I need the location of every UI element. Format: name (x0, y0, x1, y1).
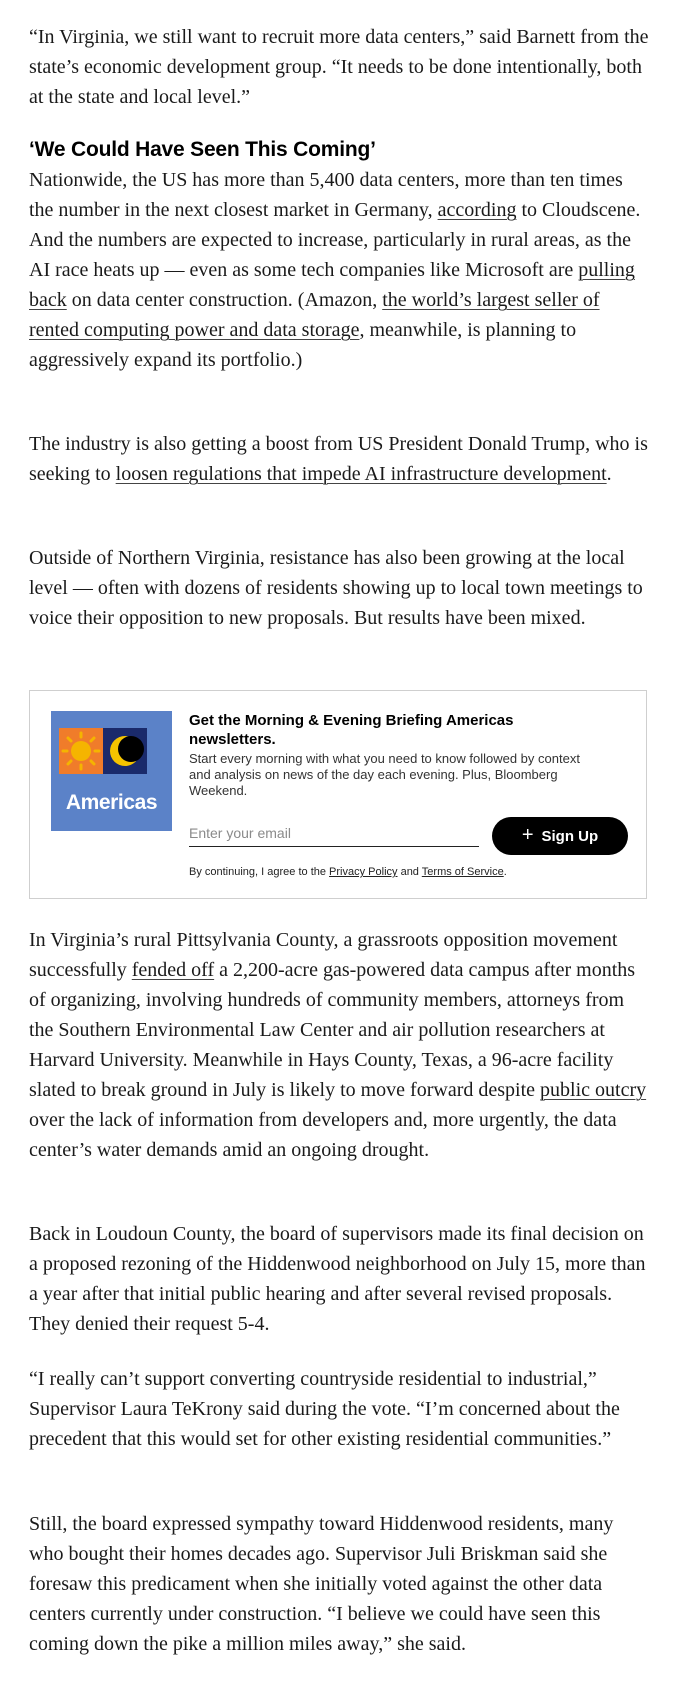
legal-prefix: By continuing, I agree to the (189, 866, 330, 878)
link-amazon-largest-seller[interactable]: the world’s largest seller of rented computing power and data storage (29, 289, 600, 341)
paragraph-barnett-quote: “In Virginia, we still want to recruit more data centers,” said Barnett from the state’s economic development group. “It needs to be done intentionally, both at the state and local level.” (29, 26, 649, 108)
text-segment: Nationwide, the US has more than 5,400 data centers, more than ten times the number in the next closest market in Germany, (29, 169, 623, 221)
legal-and: and (397, 866, 422, 878)
link-public-outcry[interactable]: public outcry (540, 1079, 647, 1101)
text-segment: . (606, 463, 612, 485)
link-according[interactable]: according (437, 199, 517, 221)
text-segment: on data center construction. (Amazon, (66, 289, 383, 311)
paragraph-pittsylvania (29, 925, 649, 1165)
text-segment: , meanwhile, is planning to aggressively expand its portfolio.) (29, 319, 577, 371)
paragraph-briskman: Still, the board expressed sympathy toward Hiddenwood residents, many who bought their homes decades ago. Supervisor Juli Briskman said she foresaw this predicament when she initially voted against the other data centers currently under construction. “I believe we could have seen this coming down the pike a million miles away,” she said. (29, 1513, 614, 1655)
text-segment: over the lack of information from developers and, more urgently, the data center’s water demands amid an ongoing drought. (29, 1109, 617, 1161)
paragraph-loudoun: Back in Loudoun County, the board of supervisors made its final decision on a proposed rezoning of the Hiddenwood neighborhood on July 15, more than a year after that initial public hearing and after several revised proposals. They denied their request 5-4. (29, 1223, 646, 1335)
link-loosen-regulations[interactable]: loosen regulations that impede AI infrastructure development (115, 463, 607, 485)
sign-up-button[interactable] (492, 817, 628, 855)
sun-icon (59, 728, 103, 774)
section-subheading: ‘We Could Have Seen This Coming’ (29, 138, 376, 161)
privacy-policy-link[interactable]: Privacy Policy (329, 866, 398, 878)
moon-icon (103, 728, 147, 774)
text-segment: In Virginia’s rural Pittsylvania County, a grassroots opposition movement successfully (29, 929, 618, 981)
text-segment: a 2,200-acre gas-powered data campus after months of organizing, involving hundreds of community members, attorneys from the Southern Environmental Law Center and air pollution researchers at Harvard University. Meanwhile in Hays County, Texas, a 96-acre facility slated to break ground in July is likely to move forward despite (29, 959, 636, 1101)
legal-suffix: . (503, 866, 507, 878)
link-fended-off[interactable]: fended off (131, 959, 215, 981)
sun-tile (59, 728, 103, 774)
email-input[interactable] (189, 820, 479, 847)
sign-up-label: Sign Up (541, 827, 599, 845)
link-pulling-back[interactable]: pulling back (29, 259, 635, 311)
newsletter-thumbnail (51, 711, 172, 831)
text-segment: The industry is also getting a boost from US President Donald Trump, who is seeking to (29, 433, 648, 485)
newsletter-title: Get the Morning & Evening Briefing Americas newsletters. (189, 712, 514, 748)
paragraph-nationwide (29, 165, 649, 375)
newsletter-signup-box (29, 690, 647, 899)
paragraph-trump-boost (29, 429, 649, 489)
terms-of-service-link[interactable]: Terms of Service (421, 866, 504, 878)
plus-icon: + (521, 824, 534, 846)
paragraph-tekrony-quote: “I really can’t support converting countryside residential to industrial,” Supervisor Laura TeKrony said during the vote. “I’m concerned about the precedent that this would set for other existing residential communities.” (29, 1368, 620, 1450)
newsletter-legal-text (189, 865, 619, 879)
newsletter-thumb-label: Americas (65, 791, 158, 814)
newsletter-description: Start every morning with what you need to know followed by context and analysis on news of the day each evening. Plus, Bloomberg Weekend. (189, 751, 580, 798)
moon-tile (103, 728, 147, 774)
text-segment: to Cloudscene. And the numbers are expected to increase, particularly in rural areas, as the AI race heats up — even as some tech companies like Microsoft are (29, 199, 641, 281)
paragraph-northern-virginia: Outside of Northern Virginia, resistance has also been growing at the local level — often with dozens of residents showing up to local town meetings to voice their opposition to new proposals. But results have been mixed. (29, 547, 643, 629)
